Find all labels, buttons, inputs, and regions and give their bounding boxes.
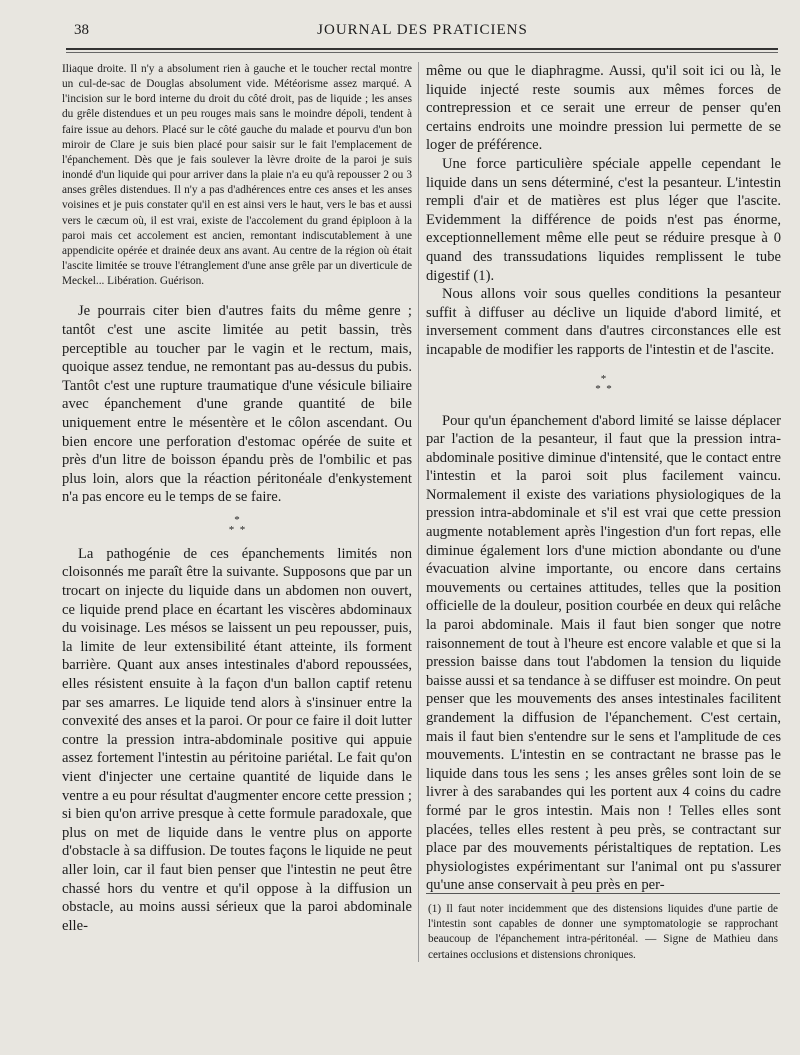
section-separator: * * *	[228, 513, 246, 536]
header-rule-thin	[66, 52, 778, 53]
page-number: 38	[74, 22, 89, 38]
footnote: (1) Il faut noter incidemment que des distensions liquides d'une partie de l'intestin sont capables de donner une symptomatologie se rapprochant beaucoup de l'épanchement intra-péritonéal. — Signe de Mathieu dans certaines occlusions et distensions chroniques.	[428, 903, 778, 961]
section-separator: * * *	[595, 372, 612, 395]
body-paragraph: Nous allons voir sous quelles conditions la pesanteur suffit à diffuser au déclive un liquide d'abord limité, et inversement comment dans d'autres circonstances elle est incapable de modifier les rapports de l'intestin et de l'ascite.	[426, 286, 781, 358]
left-column	[62, 62, 412, 935]
case-report-text: Iliaque droite. Il n'y a absolument rien à gauche et le toucher rectal montre un cul-de-sac de Douglas absolument vide. Météorisme assez marqué. A l'incision sur le bord interne du droit du côté droit, pas de liquide ; les anses du grêle distendues et un peu rouges mais sans le moindre dépoli, tendent à faire issue au dehors. Placé sur le côté gauche du malade et pourvu d'un bon miroir de Clare je suis bien placé pour saisir sur le fait l'emplacement de l'épanchement. Dès que je fais soulever la lèvre droite de la paroi je suis inondé d'un liquide qui pour arriver dans la plaie n'a eu qu'à repousser 2 ou 3 anses grêles distendues. Il n'y a pas d'adhérences entre ces anses et les anses voisines et je puis constater qu'il en est ainsi vers le haut, vers le bas et aussi vers le cæcum où, il est vrai, existe de l'accolement du grand épiploon à la paroi mais cet accolement est ancien, remontant indiscutablement à une appendicite opérée et drainée deux ans avant. Au centre de la région où était l'ascite limitée se trouve l'étranglement d'une anse grêle par un diverticule de Meckel... Libération. Guérison.	[62, 63, 412, 288]
journal-title: JOURNAL DES PRATICIENS	[317, 22, 528, 38]
body-paragraph: même ou que le diaphragme. Aussi, qu'il soit ici ou là, le liquide injecté reste soumis aux mêmes forces de contrepression et ce serait une erreur de penser qu'en certains endroits une moindre pression lui permette de se loger de préférence.	[426, 63, 781, 154]
body-paragraph: La pathogénie de ces épanchements limités non cloisonnés me paraît être la suivante. Supposons que par un trocart on injecte du liquide dans un abdomen non ouvert, ce liquide prend place en écartant les viscères abdominaux du voisinage. Les mésos se laissent un peu repousser, puis, la limite de leur extensibilité étant atteinte, ils forment barrière. Quant aux anses intestinales d'abord repoussées, elles résistent ensuite à la façon d'un ballon captif retenu par ses amarres. Le liquide tend alors à s'insinuer entre la convexité des anses et la paroi. Or pour ce faire il doit lutter contre la pression intra-abdominale positive qui appuie assez fortement l'intestin au péritoine pariétal. Le fait qu'on vient d'injecter une certaine quantité de liquide dans le ventre a eu pour résultat d'augmenter encore cette pression ; si bien qu'on arrive presque à cette formule paradoxale, que plus on met de liquide dans le ventre plus on apporte d'obstacle à sa diffusion. De toutes façons le liquide ne peut aller loin, car il faut bien penser que l'intestin ne peut être chassé hors du ventre et qu'il oppose à la diffusion un obstacle, au moins aussi sérieux que la paroi abdominale elle-	[62, 545, 412, 934]
footnote-rule	[426, 893, 780, 894]
body-paragraph: Une force particulière spéciale appelle cependant le liquide dans un sens déterminé, c'est la pesanteur. L'intestin rempli d'air et de matières est plus léger que l'ascite. Evidemment la différence de poids n'est pas énorme, exceptionnellement même elle peut se réduire presque à 0 quand des transsudations liquides remplissent le tube digestif (1).	[426, 155, 781, 284]
body-paragraph: Pour qu'un épanchement d'abord limité se laisse déplacer par l'action de la pesanteur, il faut que la pression intra-abdominale positive diminue d'intensité, que le contact entre l'intestin et la paroi soit plus facilement vaincu. Normalement il existe des variations physiologiques de la pression intra-abdominale et s'il est vrai que cette pression augmente notablement après l'ingestion d'un fort repas, elle diminue également lors d'une miction abondante ou d'une évacuation alvine importante, ou encore dans certains mouvements ou certaines attitudes, telles que la position officielle de la douleur, position courbée en deux qui relâche la paroi abdominale. Mais il faut bien songer que notre raisonnement de tout à l'heure est encore valable et que si la pression baisse dans tout l'abdomen la tension du liquide baisse aussi et sa tendance à se diffuser est moindre. On peut penser que les mouvements des anses intestinales facilitent grandement la diffusion de l'épanchement. C'est certain, mais il faut bien s'entendre sur le sens et l'amplitude de ces mouvements. L'intestin en se contractant ne brasse pas le liquide dans tous les sens ; les anses grêles sont loin de se livrer à des sarabandes qui les portent aux 4 coins du cadre formé par le gros intestin. Mais non ! Telles elles sont placées, telles elles restent à peu près, se contractant sur place par des mouvements péristaltiques de reptation. Les physiologistes expérimentant sur l'animal ont pu s'assurer qu'une anse conservait à peu près en per-	[426, 412, 781, 894]
column-divider	[418, 62, 419, 962]
body-paragraph: Je pourrais citer bien d'autres faits du même genre ; tantôt c'est une ascite limitée au petit bassin, très perceptible au toucher par le vagin et le rectum, mais, quoique assez tendue, ne remontant pas au-dessus du pubis. Tantôt c'est une rupture traumatique d'une vésicule biliaire avec épanchement d'une grande quantité de bile uniquement entre le mésentère et le côlon ascendant. Ou bien encore une perforation d'estomac opérée de suite et près d'un litre de boisson épandu près de l'ombilic et pas plus loin, alors que la réaction péritonéale d'enkystement n'a pas encore eu le temps de se faire.	[62, 303, 412, 506]
header-rule	[66, 48, 778, 50]
page-header	[70, 20, 775, 48]
right-column	[426, 62, 781, 895]
